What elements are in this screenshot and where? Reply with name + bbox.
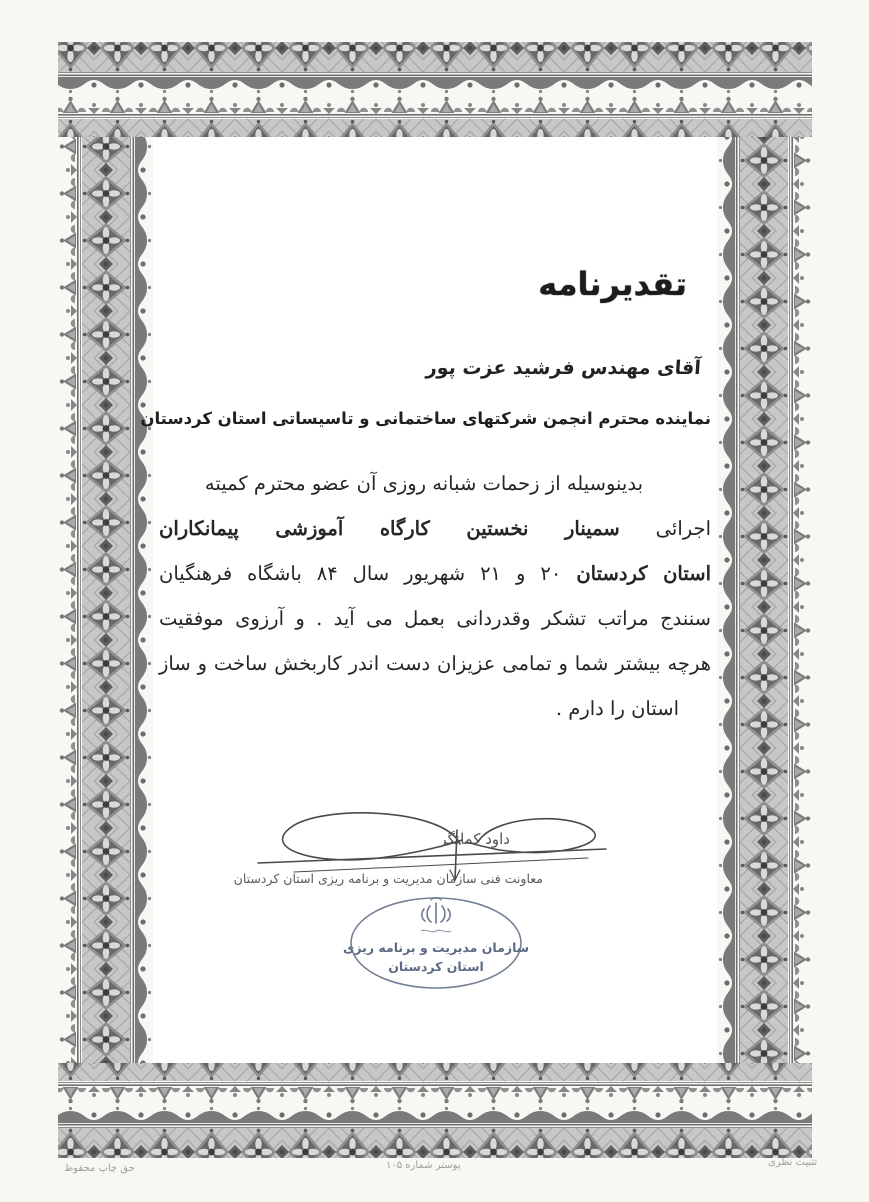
recipient-role: نماینده محترم انجمن شرکتهای ساختمانی و تاسیساتی استان کردستان bbox=[140, 409, 711, 428]
signatory-title: معاونت فنی سازمان مدیریت و برنامه ریزی استان کردستان bbox=[233, 871, 543, 886]
body-line-3-normal: ۲۰ و ۲۱ شهریور سال ۸۴ باشگاه فرهنگیان bbox=[159, 562, 577, 585]
right-margin-note: تثبیت نظری bbox=[768, 1157, 818, 1168]
stamp-line-2: استان کردستان bbox=[388, 959, 484, 974]
body-line-4: سنندج مراتب تشکر وقدردانی بعمل می آید . و آرزوی موفقیت bbox=[159, 607, 711, 630]
official-stamp bbox=[313, 889, 563, 1004]
copyright-note: حق چاپ محفوظ bbox=[64, 1163, 135, 1174]
signatory-name: داود کمانگر bbox=[439, 830, 510, 848]
body-line-1: بدینوسیله از زحمات شبانه روزی آن عضو محترم کمیته bbox=[204, 472, 643, 495]
certificate-title: تقدیرنامه bbox=[538, 265, 687, 303]
certificate-panel bbox=[140, 137, 717, 1063]
body-line-2 bbox=[159, 506, 711, 551]
poster-number-note: پوستر شماره ۱۰۵ bbox=[386, 1160, 461, 1171]
body-line-2-normal: اجرائی bbox=[619, 517, 712, 540]
body-line-3-bold: استان کردستان bbox=[576, 562, 712, 585]
body-line-2-bold: سمینار نخستین کارگاه آموزشی پیمانکاران bbox=[159, 517, 620, 540]
certificate-body bbox=[159, 461, 711, 731]
recipient-name: آقای مهندس فرشید عزت پور bbox=[425, 357, 702, 379]
stamp-line-1: سازمان مدیریت و برنامه ریزی bbox=[342, 940, 530, 955]
body-line-6: استان را دارم . bbox=[555, 697, 679, 720]
body-line-5: هرچه بیشتر شما و تمامی عزیزان دست اندر کاربخش ساخت و ساز bbox=[159, 652, 711, 675]
iran-emblem-icon bbox=[422, 898, 450, 923]
body-line-3 bbox=[159, 551, 711, 596]
